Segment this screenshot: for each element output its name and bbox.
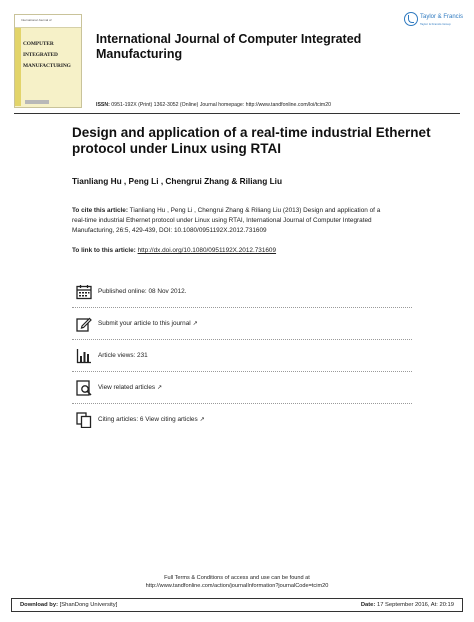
search-icon (76, 380, 92, 396)
citing-articles-link[interactable] (98, 416, 205, 423)
publisher-logo (404, 12, 470, 38)
issn-line (96, 102, 331, 108)
citing-articles-label: Citing articles: 6 View citing articles (98, 416, 198, 423)
published-date: Published online: 08 Nov 2012. (98, 288, 187, 295)
related-articles-link[interactable] (98, 384, 162, 391)
doi-link[interactable]: http://dx.doi.org/10.1080/0951192X.2012.731609 (137, 247, 277, 254)
terms-notice (0, 574, 474, 590)
cover-side-strip (15, 28, 21, 106)
external-link-icon: ↗ (192, 321, 198, 327)
header-divider (14, 113, 460, 114)
cite-label: To cite this article: (72, 207, 128, 214)
related-articles-label: View related articles (98, 384, 156, 391)
cover-title-line-1: COMPUTER (23, 41, 54, 47)
citing-row[interactable] (76, 412, 376, 438)
cover-publisher-mark (25, 100, 49, 104)
row-divider (72, 371, 412, 372)
downloaded-by-label: Download by: (20, 602, 58, 608)
external-link-icon: ↗ (199, 417, 205, 423)
terms-line: Full Terms & Conditions of access and use can be found at (164, 575, 310, 581)
link-label: To link to this article: (72, 247, 136, 254)
cover-title-line-2: INTEGRATED (23, 52, 58, 58)
article-title: Design and application of a real-time industrial Ethernet protocol under Linux using RTAI (72, 125, 431, 156)
journal-title[interactable]: International Journal of Computer Integrated Manufacturing (96, 32, 362, 61)
issn-label: ISSN: (96, 102, 110, 108)
downloaded-by (20, 602, 117, 608)
terms-url[interactable]: http://www.tandfonline.com/action/journalInformation?journalCode=tcim20 (145, 583, 329, 589)
issn-text[interactable]: 0951-192X (Print) 1362-3052 (Online) Journal homepage: http://www.tandfonline.com/loi/tcim20 (111, 102, 332, 108)
row-divider (72, 307, 412, 308)
copy-icon (76, 412, 92, 428)
download-date (361, 602, 454, 608)
cite-text: Tianliang Hu , Peng Li , Chengrui Zhang & Riliang Liu (2013) Design and application of a real-time industrial Ethernet protocol under Linux using RTAI, International Journal of Computer Integrated Manufacturing, 26:5, 429-439, DOI: 10.1080/0951192X.2012.731609 (72, 207, 381, 234)
publisher-logo-icon (404, 12, 418, 26)
publisher-name: Taylor & Francis (420, 14, 464, 20)
article-authors[interactable]: Tianliang Hu , Peng Li , Chengrui Zhang & Riliang Liu (72, 176, 283, 186)
journal-cover (14, 14, 82, 108)
publisher-subname: Taylor & Francis Group (420, 22, 451, 26)
citation-block (72, 206, 382, 235)
article-link-line (72, 247, 276, 254)
cover-title-line-3: MANUFACTURING (23, 63, 71, 69)
download-info-bar (11, 598, 463, 612)
cover-small-text: International Journal of (21, 18, 52, 22)
download-date-label: Date: (360, 602, 376, 608)
row-divider (72, 339, 412, 340)
downloaded-by-value: [ShanDong University] (59, 602, 118, 608)
external-link-icon: ↗ (157, 385, 163, 391)
edit-icon (76, 316, 92, 332)
article-views: Article views: 231 (98, 352, 148, 359)
submit-article-link[interactable] (98, 320, 198, 327)
submit-article-label: Submit your article to this journal (98, 320, 191, 327)
calendar-icon (76, 284, 92, 300)
download-date-value: 17 September 2016, At: 20:19 (376, 602, 454, 608)
row-divider (72, 403, 412, 404)
bar-chart-icon (76, 348, 92, 364)
